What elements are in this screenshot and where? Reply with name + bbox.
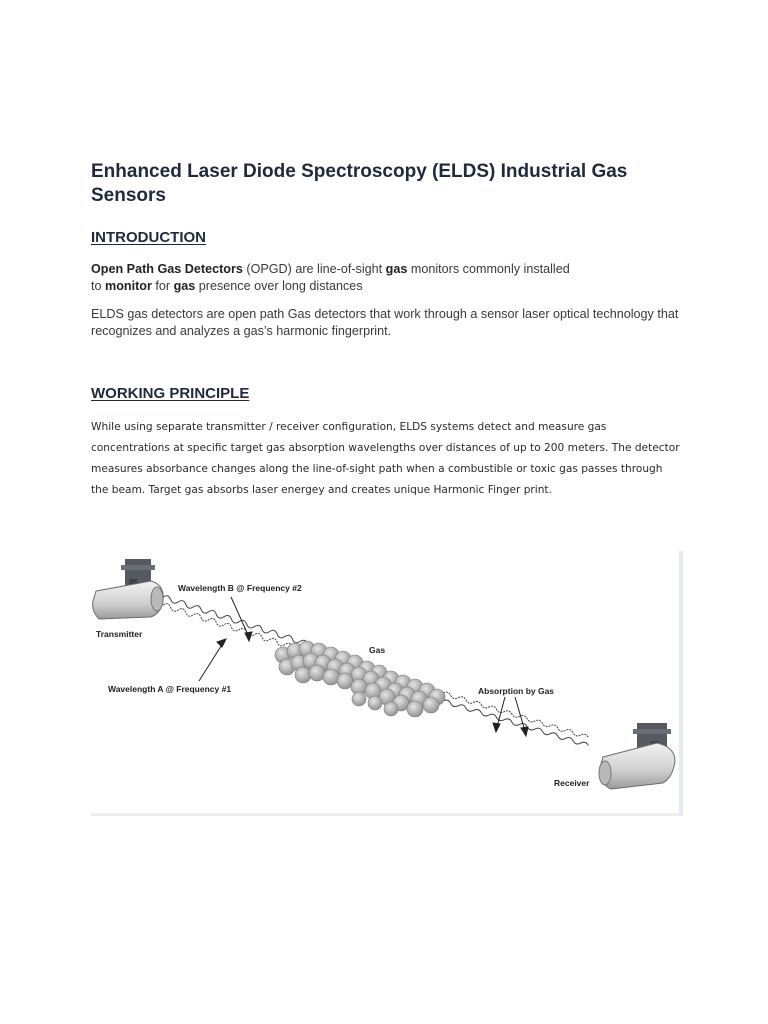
introduction-paragraph-1: Open Path Gas Detectors (OPGD) are line-of-sight gas monitors commonly installed to monitor for gas presence over long distances: [91, 262, 570, 293]
elds-diagram: [91, 551, 679, 813]
gas-label: Gas: [369, 645, 386, 655]
opgd-term: Open Path Gas Detectors: [91, 262, 243, 276]
document-title: Enhanced Laser Diode Spectroscopy (ELDS) Industrial Gas Sensors: [91, 161, 628, 206]
receiver-device-icon: [599, 743, 675, 789]
elds-diagram-figure: [91, 551, 683, 816]
working-principle-paragraph: While using separate transmitter / receiver configuration, ELDS systems detect and measure gas concentrations at specific target gas absorption wavelengths over distances of up to 200 meters. The detector measures absorbance changes along the line-of-sight path when a combustible or toxic gas passes through the beam. Target gas absorbs laser energey and creates unique Harmonic Finger print.: [91, 421, 680, 496]
wavelength-a-label: Wavelength A @ Frequency #1: [108, 684, 232, 694]
gas-cloud: [275, 641, 445, 717]
wavelength-b-label: Wavelength B @ Frequency #2: [178, 583, 302, 593]
introduction-heading: INTRODUCTION: [91, 229, 206, 246]
transmitter-device-icon: [93, 581, 164, 619]
working-principle-heading: WORKING PRINCIPLE: [91, 385, 250, 402]
absorption-label: Absorption by Gas: [478, 686, 555, 696]
receiver-label: Receiver: [554, 778, 590, 788]
transmitter-label: Transmitter: [96, 629, 143, 639]
introduction-paragraph-2: ELDS gas detectors are open path Gas detectors that work through a sensor laser optical technology that recognizes and analyzes a gas’s harmonic fingerprint.: [91, 307, 679, 338]
